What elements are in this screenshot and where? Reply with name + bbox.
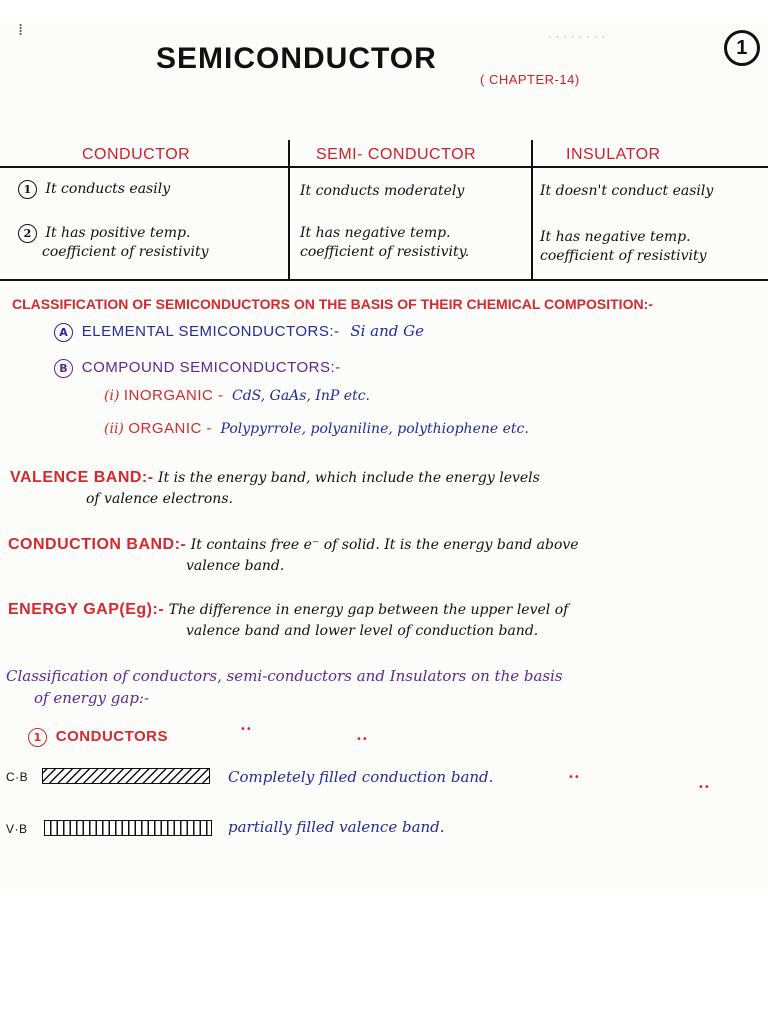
energy-gap-definition: ENERGY GAP(Eg):- The difference in energy gap between the upper level of valence band and lower level of conduction band. xyxy=(8,601,569,639)
table-row-1-insulator: It doesn't conduct easily xyxy=(540,183,714,199)
table-header-semiconductor: SEMI- CONDUCTOR xyxy=(316,146,477,163)
page-number: 1 xyxy=(724,30,760,66)
conduction-band-box xyxy=(42,768,210,784)
valence-band-box xyxy=(44,820,212,836)
table-top-rule xyxy=(0,166,768,168)
conduction-band-definition: CONDUCTION BAND:- It contains free e⁻ of solid. It is the energy band above valence band. xyxy=(8,536,579,574)
energy-gap-classification-heading: Classification of conductors, semi-conductors and Insulators on the basis of energy gap:- xyxy=(6,667,563,707)
table-row-2-semiconductor: It has negative temp. coefficient of resistivity. xyxy=(300,225,470,260)
table-header-insulator: INSULATOR xyxy=(566,146,661,163)
vb-label: V·B xyxy=(6,822,28,836)
compound-semiconductors: B COMPOUND SEMICONDUCTORS:- xyxy=(54,358,341,378)
table-header-conductor: CONDUCTOR xyxy=(82,146,191,163)
organic-item: (ii) ORGANIC - Polypyrrole, polyaniline, polythiophene etc. xyxy=(104,420,529,437)
cb-label: C·B xyxy=(6,770,29,784)
table-row-2-insulator: It has negative temp. coefficient of resistivity xyxy=(540,229,707,264)
red-dots-3: •• xyxy=(568,772,580,783)
conduction-band-term: CONDUCTION BAND:- xyxy=(8,536,187,553)
marker-b: B xyxy=(54,359,73,378)
table-row-2-conductor: 2 It has positive temp. coefficient of resistivity xyxy=(18,224,209,262)
row-marker-2: 2 xyxy=(18,224,37,243)
valence-band-term: VALENCE BAND:- xyxy=(10,469,154,486)
chapter-label: ( CHAPTER-14) xyxy=(480,72,580,87)
classification-heading: CLASSIFICATION OF SEMICONDUCTORS ON THE BASIS OF THEIR CHEMICAL COMPOSITION:- xyxy=(12,296,653,312)
table-row-1-semiconductor: It conducts moderately xyxy=(300,183,465,199)
elemental-semiconductors: A ELEMENTAL SEMICONDUCTORS:- Si and Ge xyxy=(54,322,424,342)
valence-band-definition: VALENCE BAND:- It is the energy band, which include the energy levels of valence electrons. xyxy=(10,469,540,507)
vb-description: partially filled valence band. xyxy=(228,818,445,836)
inorganic-item: (i) INORGANIC - CdS, GaAs, InP etc. xyxy=(104,387,370,404)
table-bottom-rule xyxy=(0,279,768,281)
pencil-dots: · · · · · · · · xyxy=(548,30,606,44)
red-dots-4: •• xyxy=(698,782,710,793)
marker-a: A xyxy=(54,323,73,342)
conductors-subheading: 1 CONDUCTORS xyxy=(28,727,168,747)
red-dots-2: •• xyxy=(356,734,368,745)
table-divider-2 xyxy=(531,140,533,280)
table-divider-1 xyxy=(288,140,290,280)
page-title: SEMICONDUCTOR xyxy=(156,42,437,75)
row-marker-1: 1 xyxy=(18,180,37,199)
red-dots: •• xyxy=(240,724,252,735)
marker-conductors: 1 xyxy=(28,728,47,747)
energy-gap-term: ENERGY GAP(Eg):- xyxy=(8,601,165,618)
cb-description: Completely filled conduction band. xyxy=(228,768,494,786)
ink-mark: ⁞ xyxy=(18,20,24,39)
table-row-1-conductor: 1 It conducts easily xyxy=(18,180,170,199)
